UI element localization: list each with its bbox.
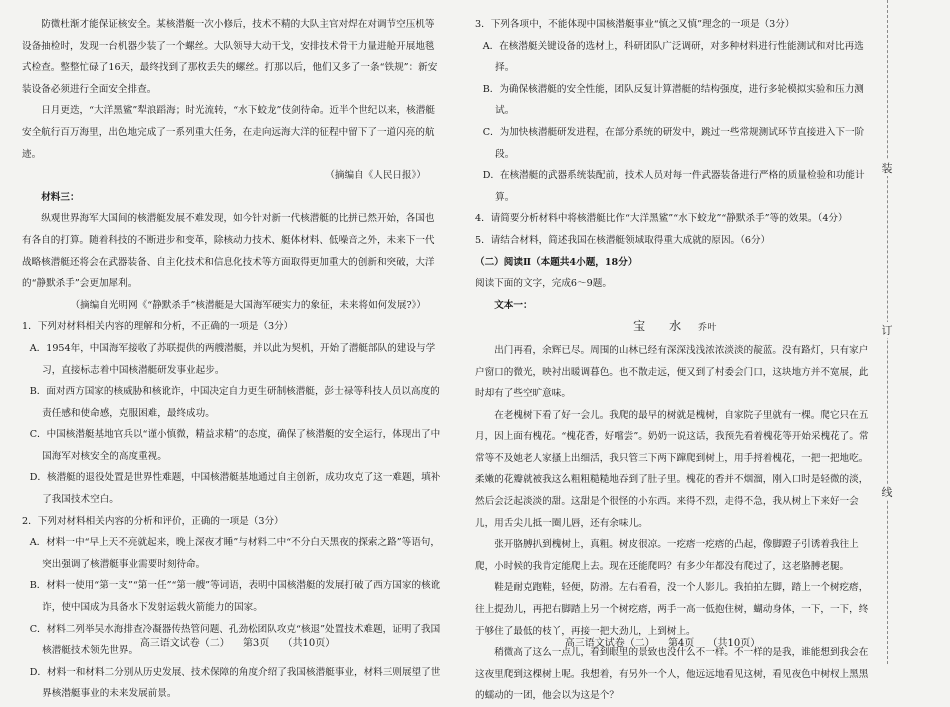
footer-total-pages: （共10页） xyxy=(282,638,336,649)
material2-paragraph: 日月更迭，“大洋黑鲨”犁浪蹈海；时光流转，“水下蛟龙”伎剑待命。近半个世纪以来，核潜艇安全航行百万海里，出色地完成了一系列重大任务，在走向远海大洋的征程中留下了一道闪亮的航迹。 xyxy=(22,105,435,160)
section-instruction: 阅读下面的文字，完成6～9题。 xyxy=(475,278,612,290)
material2-paragraph: 防微杜渐才能保证核安全。某核潜艇一次小修后，技术不精的大队主官对焊在对调节空压机等设备抽检时，发现一台机器少装了一个螺丝。大队领导大动干戈，安排技术骨干力量进舱开展地毯式检查。整整忙碌了16天，最终找到了那枚丢失的螺丝。打那以后，他们又多了一条“铁规”：新安装设备必须进行全面安全排查。 xyxy=(22,19,438,95)
left-column xyxy=(22,14,444,705)
question-1-option-a: A．1954年，中国海军接收了苏联提供的两艘潜艇，并以此为契机，开始了潜艇部队的建设与学习，直接标志着中国核潜艇研发事业起步。 xyxy=(29,342,436,376)
question-2-option-b: B．材料一使用“第一支”“第一任”“第一艘”等词语，表明中国核潜艇的发展打破了西方国家的核讹诈，使中国成为具备水下发射运载火箭能力的国家。 xyxy=(29,580,441,614)
left-page xyxy=(0,0,475,700)
footer-title: 高三语文试卷（二） xyxy=(139,638,230,649)
story-paragraph: 鞋是耐克跑鞋，轻便，防滑。左右看看，没一个人影儿。我拍拍左脚，踏上一个树疙瘩，往上提劲儿，再把右脚踏上另一个树疙瘩，两手一高一低抱住树，蝴动身体，一下，一下，终于够住了最低的枝丫，再接一把大劲儿，上到树上。 xyxy=(475,582,869,637)
page-footer xyxy=(425,634,900,649)
material3-heading: 材料三： xyxy=(41,191,80,203)
question-3-option-b: B．为确保核潜艇的安全性能，团队反复计算潜艇的结构强度，进行多轮模拟实验和压力测试。 xyxy=(482,83,864,117)
question-4: 4．请简要分析材料中将核潜艇比作“大洋黑鲨”“水下蛟龙”“静默杀手”等的效果。（4分） xyxy=(475,213,848,225)
story-title-line xyxy=(475,316,875,340)
footer-page-number: 第3页 xyxy=(242,638,270,649)
story-paragraph: 在老槐树下看了好一会儿。我爬的最早的树就是槐树，自家院子里就有一棵。爬它只在五月，因上面有槐花。“槐花香，好嚐尝”。奶奶一说这话，我预先看着槐花等开始采槐花了。常常等不及她老人家搔上出细活，我只管三下两下蹿爬到树上，用手捋着槐花，一把一把地吃。柔嫩的花瓣就被我这么粗粗糙糙地吞到了肚子里。槐花的香并不烟溜，刚入口时是轻微的淡，然后会泛起淡淡的甜。这甜是个很怪的小东西。来得不烈，走得不急，我从树上下来好一会儿，用舌尖儿抵一圈儿唇，还有余味儿。 xyxy=(475,409,869,529)
question-1-option-d: D．核潜艇的退役处置是世界性难题，中国核潜艇基地通过自主创新，成功攻克了这一难题，填补了我国技术空白。 xyxy=(29,472,441,506)
section-heading: （二）阅读Ⅱ（本题共4小题，18分） xyxy=(475,256,638,268)
question-2-stem: 2．下列对材料相关内容的分析和评价，正确的一项是（3分） xyxy=(22,515,284,527)
material3-paragraph: 纵观世界海军大国间的核潜艇发展不难发现，如今针对新一代核潜艇的比拼已然开始，各国也有各自的打算。随着科技的不断进步和变革，除核动力技术、艇体材料、低噪音之外，未来下一代战略核潜艇还将会在武器装备、自主化技术和信息化技术等方面取得更加重大的创新和突破，大洋的“静默杀手”会更加犀利。 xyxy=(22,213,435,290)
question-1-option-b: B．面对西方国家的核威胁和核讹诈，中国决定自力更生研制核潜艇，彭士禄等科技人员以高度的责任感和使命感，克服困难，最终成功。 xyxy=(29,386,440,419)
question-3-option-c: C．为加快核潜艇研发进程，在部分系统的研发中，跳过一些常规测试环节直接进入下一阶段。 xyxy=(482,126,865,160)
story-paragraph: 稍微高了这么一点儿，看到眼里的景致也没什么不一样。不一样的是我，谁能想到我会在这夜里爬到这棵树上呢。我想着，有另外一个人，他远远地看见这树，看见夜色中树杈上黑黑的蠕动的一团，他会以为这是个？ xyxy=(475,647,869,702)
question-2-option-a: A．材料一中“早上天不亮就起来，晚上深夜才睡”与材料二中“不分白天黑夜的探索之路”等语句，突出强调了核潜艇事业需要时刻待命。 xyxy=(29,537,440,570)
story-author: 乔叶 xyxy=(697,323,717,334)
right-page xyxy=(475,0,950,702)
story-paragraph: 出门再看，余辉已尽。周围的山林已经有深深浅浅浓浓淡淡的靛蓝。没有路灯，只有家户户窗口的微光，映衬出暖调暮色。也不散走远，便又到了村委会门口，这块地方并不宽展，此时却有了些空旷意味。 xyxy=(475,344,869,400)
question-5: 5．请结合材料，简述我国在核潜艇领域取得重大成就的原因。（6分） xyxy=(475,234,771,246)
question-3-stem: 3．下列各项中，不能体现中国核潜艇事业“慎之又慎”理念的一项是（3分） xyxy=(475,19,795,30)
question-2-option-d: D．材料一和材料二分别从历史发展、技术保障的角度介绍了我国核潜艇事业，材料三则展望了世界核潜艇事业的未来发展前景。 xyxy=(29,666,441,700)
story-paragraph: 张开胳膊扒到槐树上，真粗。树皮很凉。一疙瘩一疙瘩的凸起，像脚蹬子引诱着我往上爬，小时候的我肯定能爬上去。现在还能爬吗？有多少年都没有爬过了，这老胳膊老腿。 xyxy=(475,539,859,572)
story-title: 宝 水 xyxy=(633,319,688,334)
binding-mark-ding: 订 xyxy=(879,322,895,338)
page-footer xyxy=(0,634,475,649)
question-1-option-c: C．中国核潜艇基地官兵以“谨小慎微，精益求精”的态度，确保了核潜艇的安全运行，体现出了中国海军对核安全的高度重视。 xyxy=(29,429,441,462)
footer-total-pages: （共10页） xyxy=(707,638,761,649)
binding-mark-xian: 线 xyxy=(879,484,895,500)
footer-title: 高三语文试卷（二） xyxy=(564,638,655,649)
question-3-option-a: A．在核潜艇关键设备的选材上，科研团队广泛调研，对多种材料进行性能测试和对比再选择。 xyxy=(482,40,864,74)
question-2-option-c: C．材料二列举吴水海排查冷凝器传热管问题、孔劲松团队攻克“核退”处置技术难题，证明了我国核潜艇技术领先世界。 xyxy=(29,623,441,657)
question-3-option-d: D．在核潜艇的武器系统装配前，技术人员对每一件武器装备进行严格的质量检验和功能计算。 xyxy=(482,170,865,203)
right-column xyxy=(475,14,875,707)
footer-page-number: 第4页 xyxy=(667,638,695,649)
text1-label: 文本一： xyxy=(494,299,533,311)
binding-mark-zhuang: 装 xyxy=(879,160,895,176)
source-note: （摘编自光明网《“静默杀手”核潜艇是大国海军硬实力的象征，未来将如何发展?》） xyxy=(70,299,426,311)
source-note: （摘编自《人民日报》） xyxy=(325,170,426,182)
question-1-stem: 1．下列对材料相关内容的理解和分析，不正确的一项是（3分） xyxy=(22,321,294,333)
